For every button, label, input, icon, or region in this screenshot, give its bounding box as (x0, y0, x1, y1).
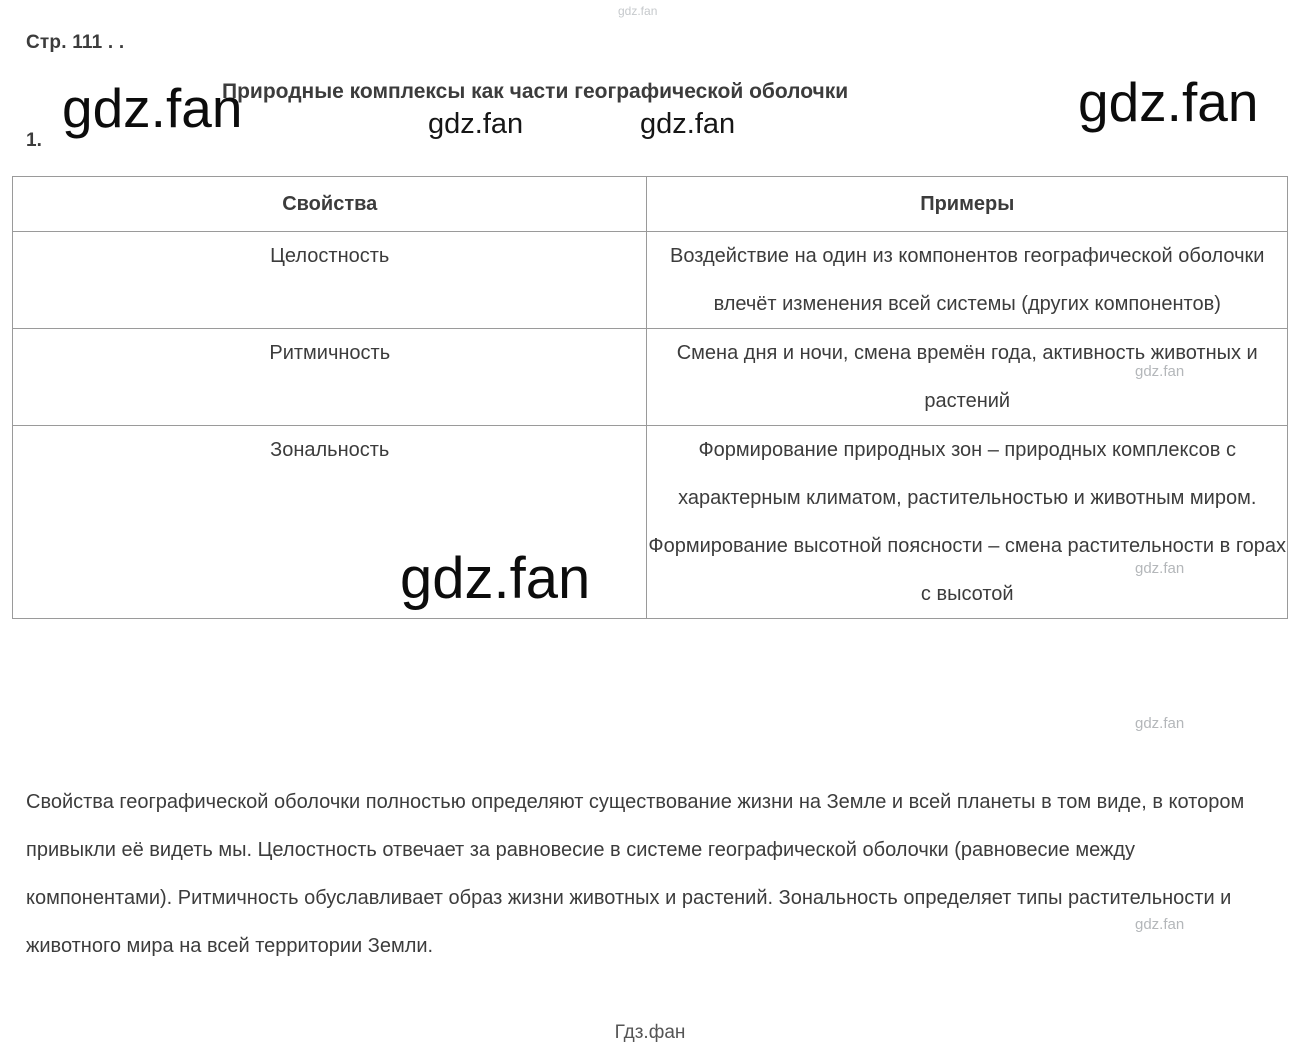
cell-example: Формирование природных зон – природных комплексов с характерным климатом, растительностью и животным миром. Формирование высотной поясности – смена растительности в горах с высотой (647, 426, 1288, 619)
watermark-item-5: gdz.fan (1135, 715, 1185, 732)
cell-example: Смена дня и ночи, смена времён года, активность животных и растений (647, 329, 1288, 426)
watermark-big-right: gdz.fan (1078, 71, 1259, 133)
cell-property: Зональность (13, 426, 647, 619)
watermark-item-1: gdz.fan (428, 108, 524, 140)
cell-example: Воздействие на один из компонентов географической оболочки влечёт изменения всей системы (других компонентов) (647, 232, 1288, 329)
page-footer: Гдз.фан (614, 1022, 686, 1043)
watermark-big-left: gdz.fan (62, 77, 243, 139)
table-row (13, 329, 1288, 426)
table-row (13, 232, 1288, 329)
cell-property: Ритмичность (13, 329, 647, 426)
column-header-examples: Примеры (647, 177, 1288, 232)
watermark-item-3: gdz.fan (1135, 363, 1185, 380)
task-number: 1. (26, 130, 42, 151)
watermark-center: gdz.fan (400, 546, 591, 611)
page-reference: Стр. 111 . . (26, 32, 125, 53)
table-row (13, 426, 1288, 619)
page-title: Природные комплексы как части географической оболочки (222, 80, 849, 103)
watermark-item-4: gdz.fan (1135, 560, 1185, 577)
watermark-item-6: gdz.fan (1135, 916, 1185, 933)
body-paragraph: Свойства географической оболочки полностью определяют существование жизни на Земле и всей планеты в том виде, в котором привыкли её видеть мы. Целостность отвечает за равновесие в системе географической оболочки (равновесие между компонентами). Ритмичность обуславливает образ жизни животных и растений. Зональность определяет типы растительности и животного мира на всей территории Земли. (26, 791, 1245, 957)
watermark-top: gdz.fan (618, 4, 658, 18)
table-header-row (13, 177, 1288, 232)
properties-table (12, 176, 1288, 619)
cell-property: Целостность (13, 232, 647, 329)
column-header-properties: Свойства (13, 177, 647, 232)
watermark-item-2: gdz.fan (640, 108, 736, 140)
